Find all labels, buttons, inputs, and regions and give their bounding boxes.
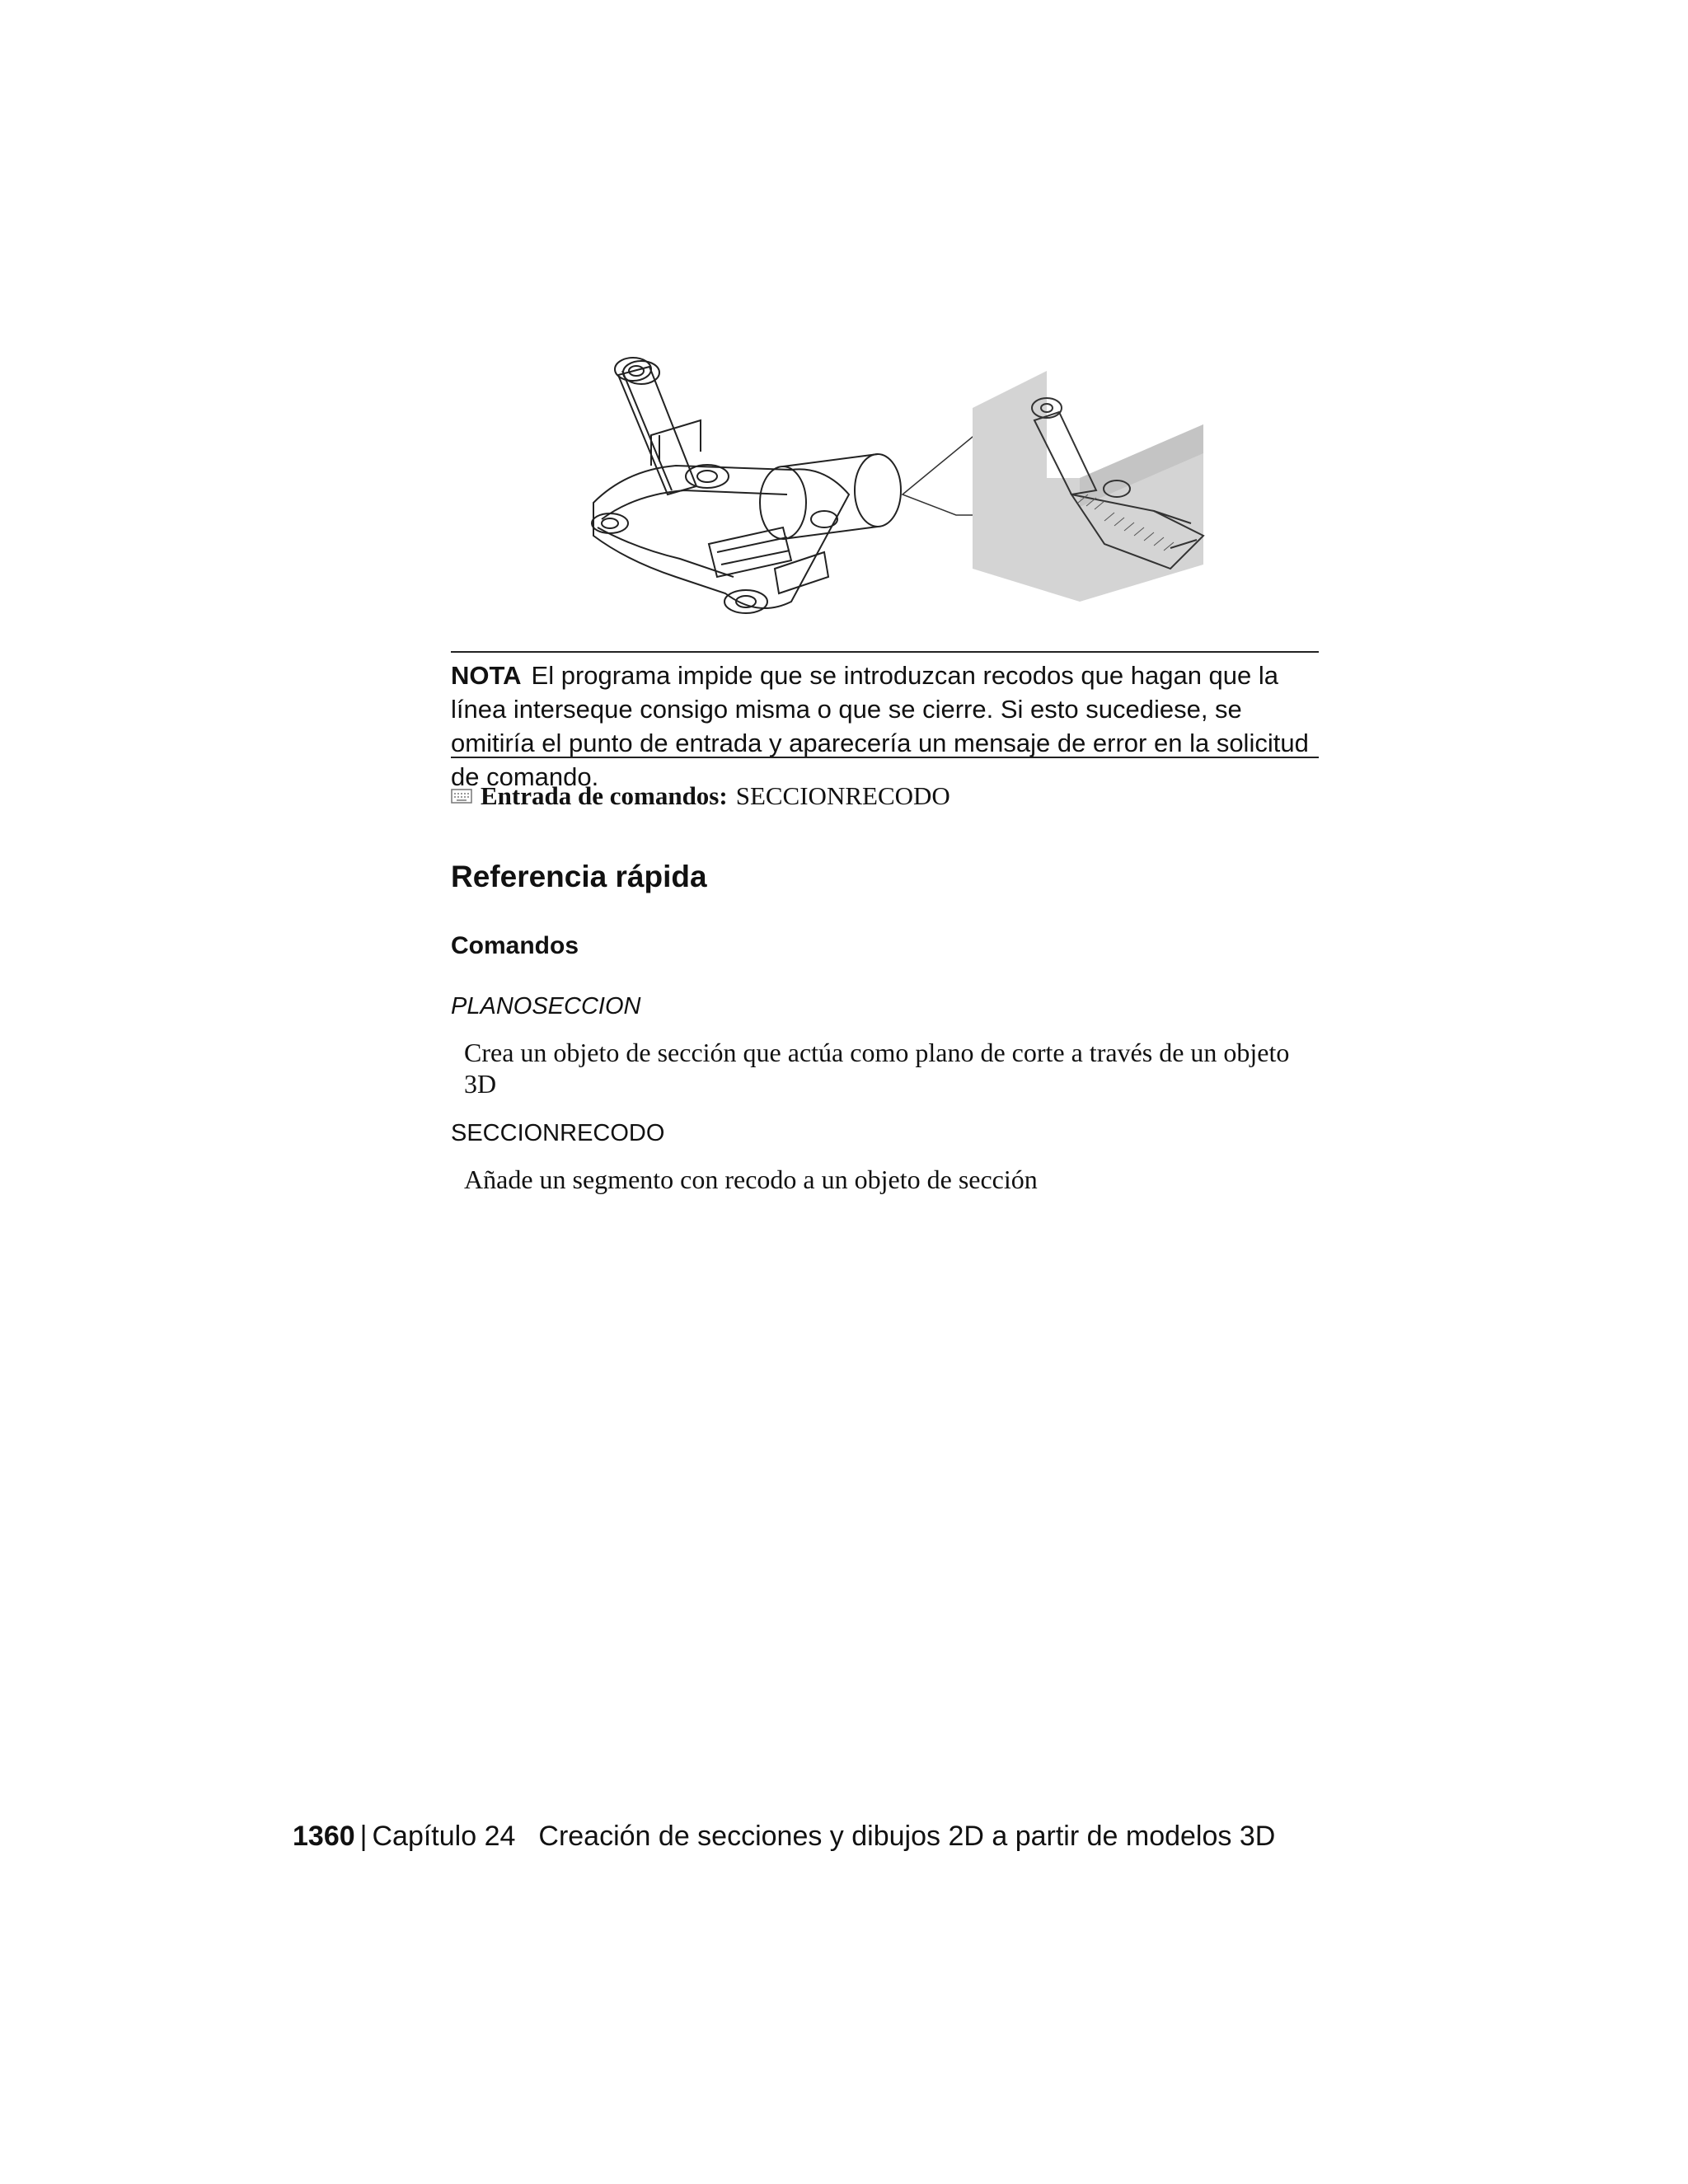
command-entry-command: SECCIONRECODO	[735, 781, 950, 810]
page-number: 1360	[293, 1821, 355, 1852]
command-entry	[451, 780, 950, 813]
section-illustration	[577, 330, 1401, 635]
commands-heading: Comandos	[451, 932, 579, 959]
command-description-planoseccion: Crea un objeto de sección que actúa como plano de corte a través de un objeto 3D	[464, 1038, 1290, 1099]
command-name-seccionrecodo: SECCIONRECODO	[451, 1120, 665, 1146]
footer-chapter: Capítulo 24	[372, 1821, 516, 1852]
note-text: El programa impide que se introduzcan recodos que hagan que la línea interseque consigo misma o que se cierre. Si esto sucediese, se omitiría el punto de entrada y aparecería un mensaje de error en la solicitud de comando.	[451, 661, 1309, 791]
note-label: NOTA	[451, 661, 522, 690]
sectioned-part-drawing	[973, 371, 1203, 602]
quick-reference-heading: Referencia rápida	[451, 860, 707, 893]
wireframe-part-drawing	[592, 358, 901, 613]
note-box	[451, 658, 1319, 794]
footer-chapter-title: Creación de secciones y dibujos 2D a partir de modelos 3D	[538, 1821, 1276, 1852]
page-footer	[293, 1818, 1275, 1854]
note-bottom-rule	[451, 757, 1319, 758]
command-description-seccionrecodo: Añade un segmento con recodo a un objeto de sección	[464, 1165, 1038, 1194]
footer-separator: |	[359, 1821, 368, 1852]
command-entry-label: Entrada de comandos:	[481, 781, 728, 810]
note-top-rule	[451, 651, 1319, 653]
keyboard-icon	[451, 788, 472, 804]
command-name-planoseccion: PLANOSECCION	[451, 993, 641, 1019]
